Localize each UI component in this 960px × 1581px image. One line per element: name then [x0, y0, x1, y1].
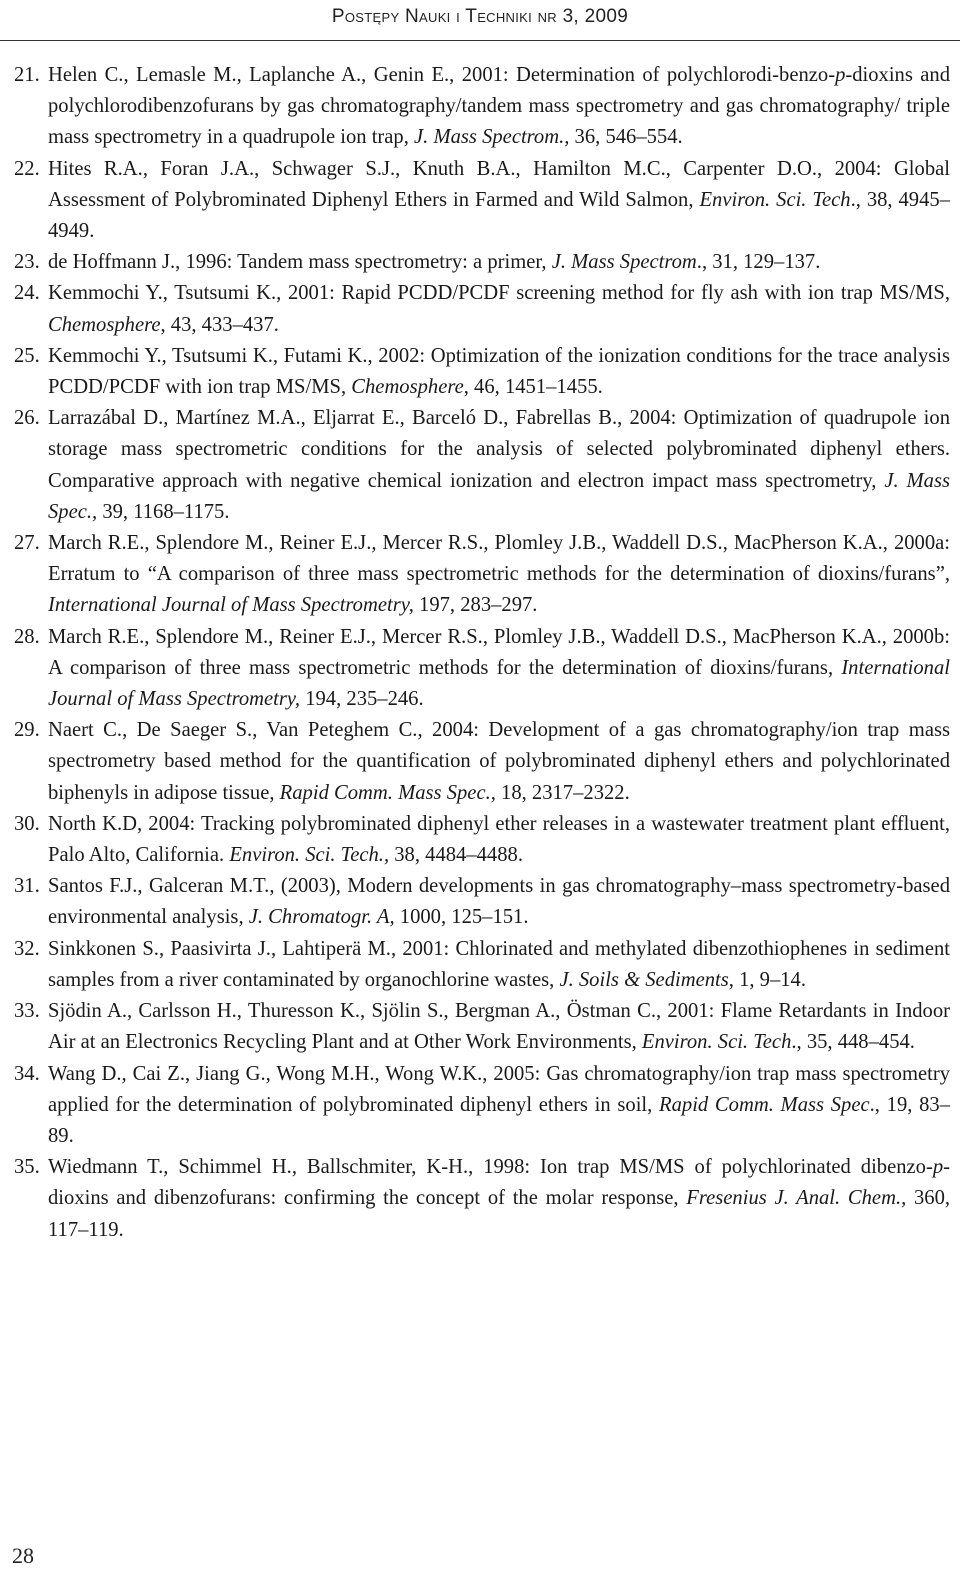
reference-number: 22. — [14, 157, 40, 180]
reference-segment: March R.E., Splendore M., Reiner E.J., Mercer R.S., Plomley J.B., Waddell D.S., MacPherson K.A., 2000b: A comparison of three mass spectrometric methods for the determination of dioxins/furans, — [48, 625, 950, 679]
reference-text — [48, 1059, 950, 1153]
reference-number: 23. — [14, 251, 40, 274]
reference-segment: Kemmochi Y., Tsutsumi K., 2001: Rapid PCDD/PCDF screening method for fly ash with ion trap MS/MS, — [48, 282, 950, 305]
reference-number: 24. — [14, 282, 40, 305]
reference-text — [48, 341, 950, 403]
running-header: Postępy Nauki i Techniki nr 3, 2009 — [331, 6, 629, 27]
reference-segment: Hites R.A., Foran J.A., Schwager S.J., Knuth B.A., Hamilton M.C., Carpenter D.O., 2004: Global Assessment of Polybrominated Diphenyl Ethers in Farmed and Wild Salmon, — [48, 157, 950, 211]
reference-segment: ., 31, 129–137. — [696, 251, 821, 274]
reference-item — [14, 60, 950, 154]
reference-text — [48, 247, 950, 278]
reference-item — [14, 934, 950, 996]
reference-segment: 197, 283–297. — [413, 594, 538, 617]
reference-segment: Larrazábal D., Martínez M.A., Eljarrat E., Barceló D., Fabrellas B., 2004: Optimization of quadrupole ion storage mass spectrometric conditions for the analysis of selected polybrominated diphenyl ethers. Comparative approach with negative chemical ionization and electron impact mass spectrometry, — [48, 407, 950, 492]
reference-item — [14, 1152, 950, 1246]
reference-italic-segment: Environ. Sci. Tech — [641, 1031, 792, 1054]
reference-segment: March R.E., Splendore M., Reiner E.J., Mercer R.S., Plomley J.B., Waddell D.S., MacPherson K.A., 2000a: Erratum to “A comparison of three mass spectrometric methods for the determination of dioxins/furans”, — [48, 532, 950, 586]
reference-number: 29. — [14, 719, 40, 742]
reference-italic-segment: p — [835, 64, 846, 86]
reference-item — [14, 278, 950, 340]
reference-segment: Sjödin A., Carlsson H., Thuresson K., Sjölin S., Bergman A., Östman C., 2001: Flame Retardants in Indoor Air at an Electronics Recycling Plant and at Other Work Environments, — [48, 1000, 950, 1054]
reference-item — [14, 809, 950, 871]
reference-item — [14, 528, 950, 622]
reference-segment: Sinkkonen S., Paasivirta J., Lahtiperä M., 2001: Chlorinated and methylated dibenzothiophenes in sediment samples from a river contaminated by organochlorine wastes, — [48, 937, 950, 991]
reference-item — [14, 1059, 950, 1153]
reference-text — [48, 934, 950, 996]
reference-italic-segment: Rapid Comm. Mass Spec — [659, 1093, 870, 1116]
reference-segment: Wiedmann T., Schimmel H., Ballschmiter, K-H., 1998: Ion trap MS/MS of polychlorinated dibenzo- — [48, 1156, 933, 1179]
reference-segment: 39, 1168–1175. — [97, 500, 230, 523]
reference-list — [14, 60, 950, 1246]
reference-italic-segment: J. Chromatogr. A, — [248, 906, 395, 929]
reference-number: 35. — [14, 1156, 40, 1179]
reference-italic-segment: Chemosphere — [351, 376, 464, 399]
reference-item — [14, 341, 950, 403]
reference-segment: Kemmochi Y., Tsutsumi K., Futami K., 2002: Optimization of the ionization conditions for the trace analysis PCDD/PCDF with ion trap MS/MS, — [48, 344, 950, 399]
reference-segment: -dioxins and dibenzofurans: confirming the concept of the molar response, — [48, 1156, 950, 1210]
reference-text — [48, 60, 950, 154]
reference-italic-segment: J. Mass Spectrom — [551, 251, 697, 274]
reference-number: 21. — [14, 64, 40, 86]
reference-segment: Naert C., De Saeger S., Van Peteghem C., 2004: Development of a gas chromatography/ion trap mass spectrometry based method for the quantification of polybrominated diphenyl ethers and polychlorinated biphenyls in adipose tissue, — [48, 719, 950, 804]
reference-number: 33. — [14, 1000, 40, 1023]
reference-italic-segment: Environ. Sci. Tech — [699, 188, 851, 211]
reference-text — [48, 154, 950, 248]
reference-segment: ., 35, 448–454. — [791, 1031, 915, 1054]
reference-italic-segment: J. Mass Spec., — [48, 469, 950, 523]
reference-text — [48, 715, 950, 809]
reference-text — [48, 622, 950, 716]
reference-segment: 194, 235–246. — [300, 688, 424, 711]
reference-item — [14, 247, 950, 278]
reference-italic-segment: Chemosphere — [48, 313, 161, 336]
reference-segment: Santos F.J., Galceran M.T., (2003), Modern developments in gas chromatography–mass spectrometry-based environmental analysis, — [48, 875, 950, 929]
reference-number: 28. — [14, 625, 40, 648]
header-rule — [0, 40, 960, 41]
reference-text — [48, 403, 950, 528]
reference-italic-segment: International Journal of Mass Spectrometry, — [48, 656, 950, 711]
reference-item — [14, 403, 950, 528]
reference-item — [14, 996, 950, 1058]
reference-segment: , 46, 1451–1455. — [463, 376, 603, 399]
reference-italic-segment: p — [932, 1156, 944, 1179]
reference-text — [48, 871, 950, 933]
reference-item — [14, 622, 950, 716]
reference-segment: , 43, 433–437. — [160, 313, 279, 336]
page-number: 28 — [12, 1543, 34, 1568]
reference-segment: 18, 2317–2322. — [495, 781, 630, 804]
reference-segment: 1000, 125–151. — [394, 906, 529, 929]
reference-text — [48, 1152, 950, 1246]
reference-segment: de Hoffmann J., 1996: Tandem mass spectrometry: a primer, — [48, 251, 552, 274]
reference-item — [14, 154, 950, 248]
reference-italic-segment: Fresenius J. Anal. Chem., — [686, 1187, 907, 1210]
reference-number: 25. — [14, 344, 40, 367]
reference-segment: Wang D., Cai Z., Jiang G., Wong M.H., Wong W.K., 2005: Gas chromatography/ion trap mass spectrometry applied for the determination of polybrominated diphenyl ethers in soil, — [48, 1062, 950, 1116]
reference-italic-segment: Rapid Comm. Mass Spec., — [279, 781, 496, 804]
reference-italic-segment: J. Soils & Sediments — [559, 968, 729, 991]
reference-segment: 360, 117–119. — [48, 1187, 951, 1241]
reference-segment: Helen C., Lemasle M., Laplanche A., Genin E., 2001: Determination of polychlorodi-benzo- — [48, 64, 836, 86]
reference-number: 32. — [14, 937, 40, 960]
reference-segment: , 1, 9–14. — [728, 968, 806, 991]
reference-item — [14, 871, 950, 933]
reference-italic-segment: J. Mass Spectrom., — [414, 126, 570, 149]
reference-number: 34. — [14, 1062, 40, 1085]
reference-text — [48, 996, 950, 1058]
reference-segment: North K.D, 2004: Tracking polybrominated diphenyl ether releases in a wastewater treatment plant effluent, Palo Alto, California. — [48, 812, 950, 867]
reference-number: 27. — [14, 532, 40, 555]
reference-number: 26. — [14, 407, 40, 430]
reference-number: 31. — [14, 875, 40, 898]
reference-italic-segment: Environ. Sci. Tech., — [229, 844, 390, 867]
reference-item — [14, 715, 950, 809]
reference-text — [48, 278, 950, 340]
reference-text — [48, 528, 950, 622]
reference-italic-segment: International Journal of Mass Spectrometry, — [48, 594, 414, 617]
reference-segment: ., 19, 83–89. — [48, 1093, 950, 1147]
reference-segment: 36, 546–554. — [569, 126, 683, 149]
reference-segment: 38, 4484–4488. — [389, 844, 523, 867]
reference-text — [48, 809, 950, 871]
reference-segment: -dioxins and polychlorodibenzofurans by gas chromatography/tandem mass spectrometry and gas chromatography/ triple mass spectrometry in a quadrupole ion trap, — [48, 64, 950, 149]
reference-number: 30. — [14, 812, 40, 835]
reference-segment: ., 38, 4945–4949. — [48, 188, 950, 243]
